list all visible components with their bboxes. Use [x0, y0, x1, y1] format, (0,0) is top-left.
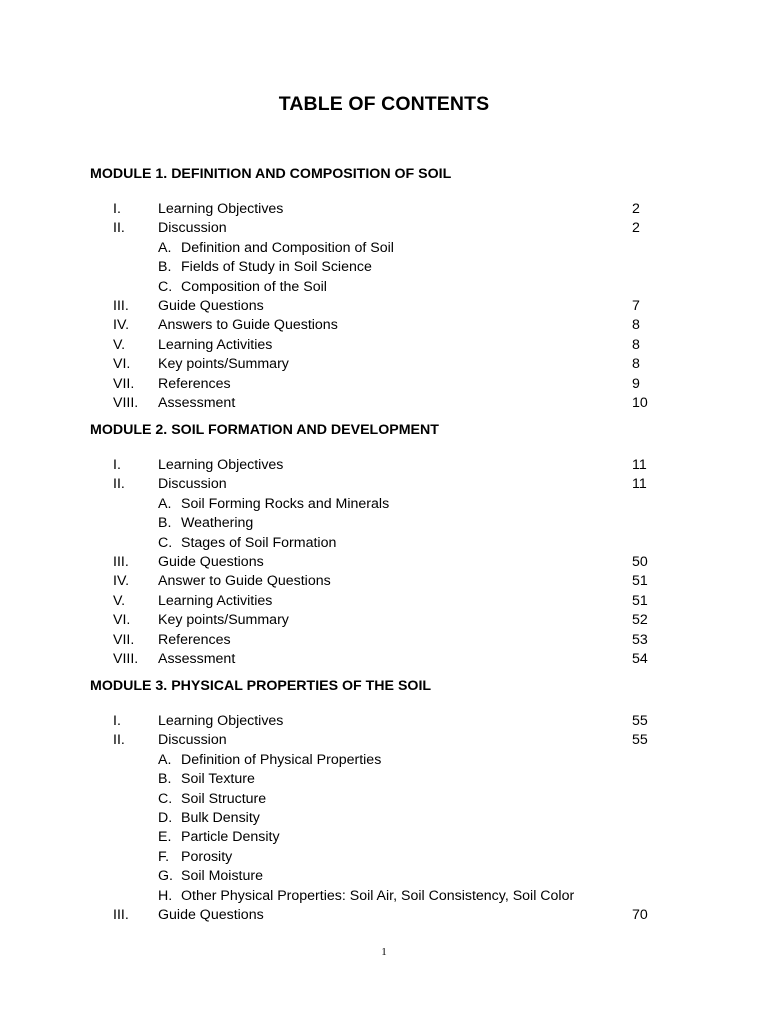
- subentry-letter: B.: [158, 259, 172, 276]
- entry-label: Learning Objectives: [158, 457, 284, 473]
- entry-number: II.: [113, 476, 125, 493]
- subentry: [158, 513, 253, 533]
- subentry-label: Soil Texture: [181, 771, 255, 788]
- entry-label: Guide Questions: [158, 298, 264, 314]
- subentry-label: Soil Structure: [181, 790, 267, 807]
- entry-number: V.: [113, 336, 126, 353]
- entry-label: Discussion: [158, 220, 227, 237]
- subentry-letter: B.: [158, 515, 172, 532]
- entry-label: Learning Activities: [158, 592, 273, 609]
- subentry-letter: D.: [158, 810, 173, 826]
- toc-entry: [0, 315, 768, 335]
- entry-number: IV.: [113, 573, 130, 590]
- entry-page-number: 8: [632, 336, 640, 353]
- toc-entry: [0, 296, 768, 316]
- toc-subentry: [0, 277, 768, 297]
- entry-number: II.: [113, 220, 125, 237]
- toc-entry: [0, 455, 768, 475]
- subentry-letter: A.: [158, 751, 172, 768]
- entry-number: I.: [113, 713, 121, 729]
- entry-page-number: 10: [632, 395, 648, 411]
- subentry-letter: A.: [158, 239, 172, 256]
- entry-label: Learning Objectives: [158, 713, 284, 729]
- subentry: [158, 277, 327, 297]
- entry-number: I.: [113, 201, 121, 217]
- module-heading: MODULE 2. SOIL FORMATION AND DEVELOPMENT: [90, 422, 439, 438]
- entry-page-number: 53: [632, 631, 648, 648]
- toc-entry: [0, 711, 768, 731]
- toc-entry: [0, 552, 768, 572]
- toc-entry: [0, 393, 768, 413]
- entry-page-number: 54: [632, 651, 648, 667]
- subentry-label: Fields of Study in Soil Science: [181, 259, 372, 276]
- entry-number: VI.: [113, 612, 131, 629]
- entry-page-number: 51: [632, 573, 648, 590]
- entry-page-number: 55: [632, 732, 648, 749]
- entry-page-number: 2: [632, 201, 640, 217]
- entry-label: Assessment: [158, 651, 236, 667]
- toc-subentry: [0, 257, 768, 277]
- subentry: [158, 886, 574, 906]
- entry-number: III.: [113, 298, 129, 314]
- toc-subentry: [0, 808, 768, 828]
- entry-number: V.: [113, 592, 126, 609]
- entry-label: Discussion: [158, 732, 227, 749]
- subentry-label: Weathering: [181, 515, 254, 532]
- subentry-letter: F.: [158, 848, 170, 865]
- subentry-label: Definition of Physical Properties: [181, 751, 382, 768]
- subentry: [158, 238, 394, 258]
- entry-number: VI.: [113, 356, 131, 373]
- toc-entry: [0, 354, 768, 374]
- subentry: [158, 789, 266, 809]
- entry-label: References: [158, 631, 231, 648]
- entry-page-number: 8: [632, 317, 640, 334]
- entry-page-number: 11: [632, 457, 647, 473]
- entry-page-number: 51: [632, 592, 648, 609]
- entry-label: Answer to Guide Questions: [158, 573, 331, 590]
- subentry-label: Stages of Soil Formation: [181, 534, 337, 551]
- entry-label: Discussion: [158, 476, 227, 493]
- entry-number: VII.: [113, 375, 135, 392]
- toc-entry: [0, 218, 768, 238]
- subentry-letter: A.: [158, 495, 172, 512]
- subentry-letter: C.: [158, 534, 173, 551]
- toc-subentry: [0, 847, 768, 867]
- subentry: [158, 750, 381, 770]
- toc-subentry: [0, 789, 768, 809]
- entry-number: III.: [113, 554, 129, 570]
- entry-page-number: 8: [632, 356, 640, 373]
- page-title: TABLE OF CONTENTS: [278, 93, 490, 115]
- subentry-letter: B.: [158, 771, 172, 788]
- subentry-label: Composition of the Soil: [181, 278, 327, 295]
- entry-page-number: 70: [632, 907, 648, 923]
- subentry-letter: H.: [158, 887, 173, 904]
- entry-number: VII.: [113, 631, 135, 648]
- entry-number: II.: [113, 732, 125, 749]
- toc-entry: [0, 335, 768, 355]
- page-number: 1: [381, 946, 387, 958]
- entry-number: VIII.: [113, 651, 139, 667]
- entry-label: Guide Questions: [158, 907, 264, 923]
- subentry: [158, 847, 232, 867]
- toc-entry: [0, 649, 768, 669]
- toc-subentry: [0, 494, 768, 514]
- subentry: [158, 827, 280, 847]
- toc-entry: [0, 571, 768, 591]
- subentry-label: Definition and Composition of Soil: [181, 239, 394, 256]
- subentry: [158, 257, 372, 277]
- toc-subentry: [0, 886, 768, 906]
- entry-page-number: 52: [632, 612, 648, 629]
- toc-subentry: [0, 750, 768, 770]
- entry-number: VIII.: [113, 395, 139, 411]
- subentry-letter: G.: [158, 868, 173, 885]
- toc-entry: [0, 374, 768, 394]
- entry-page-number: 7: [632, 298, 640, 314]
- entry-label: Learning Activities: [158, 336, 273, 353]
- subentry-label: Porosity: [181, 848, 233, 865]
- entry-label: Key points/Summary: [158, 612, 289, 629]
- subentry-label: Particle Density: [181, 829, 280, 846]
- subentry-letter: C.: [158, 278, 173, 295]
- entry-page-number: 2: [632, 220, 640, 237]
- toc-entry: [0, 474, 768, 494]
- toc-subentry: [0, 533, 768, 553]
- entry-label: References: [158, 375, 231, 392]
- subentry-letter: C.: [158, 790, 173, 807]
- subentry: [158, 494, 389, 514]
- entry-page-number: 55: [632, 713, 648, 729]
- toc-entry: [0, 591, 768, 611]
- entry-page-number: 11: [632, 476, 647, 493]
- toc-entry: [0, 905, 768, 925]
- entry-label: Key points/Summary: [158, 356, 289, 373]
- entry-label: Assessment: [158, 395, 236, 411]
- toc-subentry: [0, 513, 768, 533]
- entry-page-number: 50: [632, 554, 648, 570]
- subentry-label: Bulk Density: [181, 810, 260, 826]
- toc-subentry: [0, 769, 768, 789]
- entry-number: IV.: [113, 317, 130, 334]
- toc-entry: [0, 730, 768, 750]
- toc-entry: [0, 199, 768, 219]
- entry-page-number: 9: [632, 375, 640, 392]
- module-heading: MODULE 3. PHYSICAL PROPERTIES OF THE SOIL: [90, 678, 432, 694]
- subentry-letter: E.: [158, 829, 172, 846]
- subentry-label: Soil Forming Rocks and Minerals: [181, 495, 390, 512]
- subentry: [158, 533, 336, 553]
- module-heading: MODULE 1. DEFINITION AND COMPOSITION OF SOIL: [90, 166, 452, 182]
- subentry: [158, 769, 255, 789]
- subentry-label: Soil Moisture: [181, 868, 264, 885]
- entry-number: I.: [113, 457, 121, 473]
- subentry-label: Other Physical Properties: Soil Air, Soil Consistency, Soil Color: [181, 887, 575, 904]
- toc-subentry: [0, 827, 768, 847]
- entry-label: Learning Objectives: [158, 201, 284, 217]
- toc-subentry: [0, 866, 768, 886]
- subentry: [158, 866, 263, 886]
- toc-subentry: [0, 238, 768, 258]
- subentry: [158, 808, 260, 828]
- toc-entry: [0, 630, 768, 650]
- entry-label: Answers to Guide Questions: [158, 317, 338, 334]
- entry-label: Guide Questions: [158, 554, 264, 570]
- toc-entry: [0, 610, 768, 630]
- entry-number: III.: [113, 907, 129, 923]
